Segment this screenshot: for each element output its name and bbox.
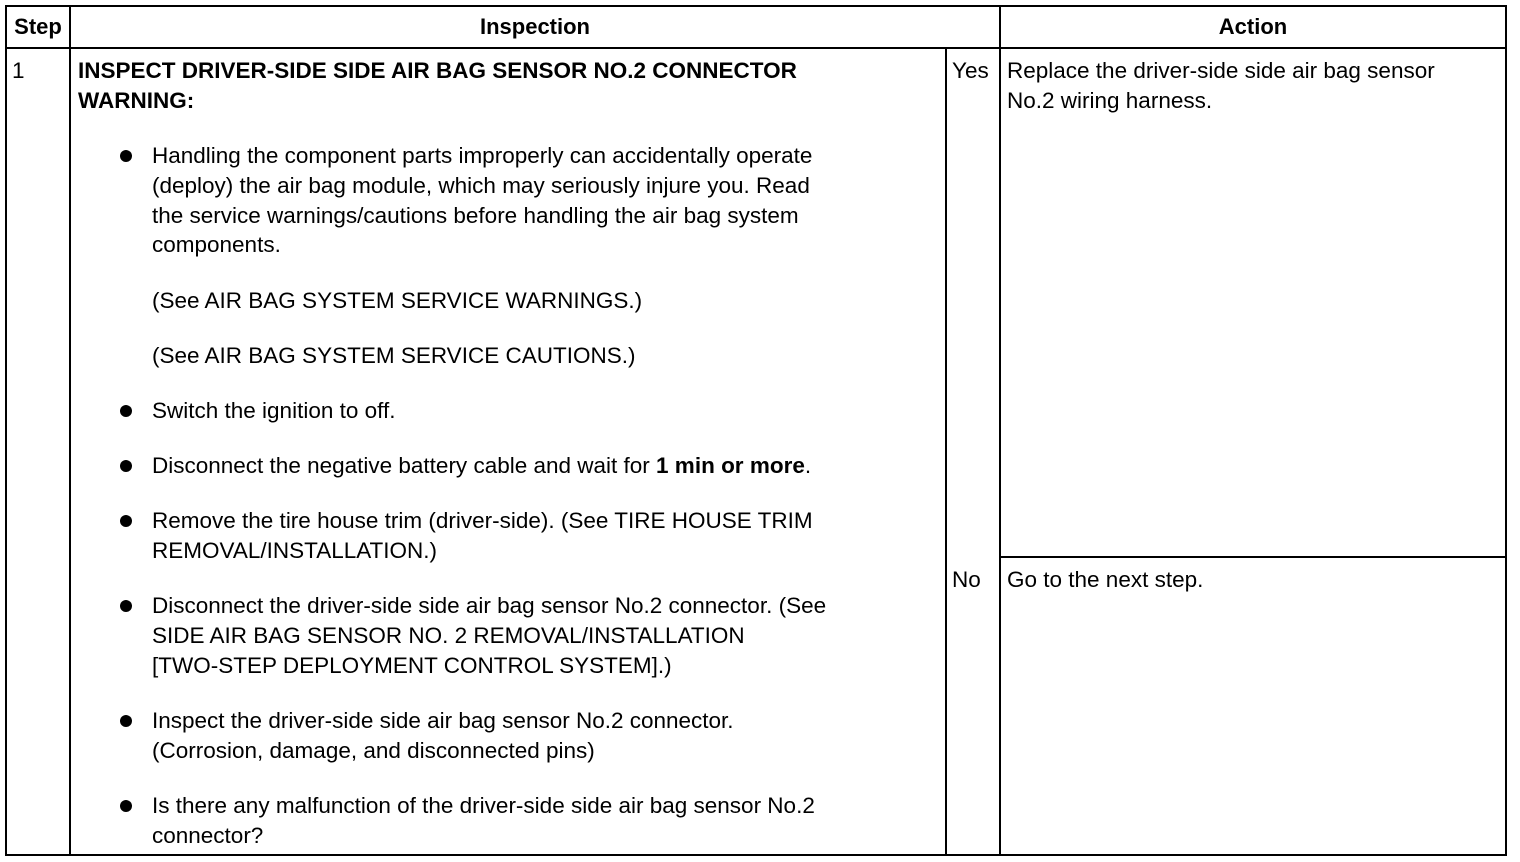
header-step: Step xyxy=(14,14,62,39)
bullet-dot xyxy=(120,460,132,472)
bullet-remove-trim-line2: REMOVAL/INSTALLATION.) xyxy=(152,538,438,563)
ref-service-cautions: (See AIR BAG SYSTEM SERVICE CAUTIONS.) xyxy=(152,343,636,368)
ref-service-warnings: (See AIR BAG SYSTEM SERVICE WARNINGS.) xyxy=(152,288,643,313)
battery-wait-time: 1 min or more xyxy=(656,453,805,478)
step-number: 1 xyxy=(12,58,25,83)
bullet-dot xyxy=(120,150,132,162)
bullet-dot xyxy=(120,600,132,612)
inspection-title: INSPECT DRIVER-SIDE SIDE AIR BAG SENSOR NO.2 CONNECTOR xyxy=(78,58,797,83)
action-yes-line2: No.2 wiring harness. xyxy=(1007,88,1213,113)
bullet-handling-warning-line1: Handling the component parts improperly can accidentally operate xyxy=(152,143,813,168)
bullet-remove-trim-line1: Remove the tire house trim (driver-side). (See TIRE HOUSE TRIM xyxy=(152,508,813,533)
battery-period: . xyxy=(804,453,812,478)
bullet-handling-warning-line2: (deploy) the air bag module, which may seriously injure you. Read xyxy=(152,173,810,198)
bullet-malfunction-question-line1: Is there any malfunction of the driver-side side air bag sensor No.2 xyxy=(152,793,815,818)
bullet-ignition-off: Switch the ignition to off. xyxy=(152,398,396,423)
bullet-dot xyxy=(120,515,132,527)
bullet-dot xyxy=(120,405,132,417)
bullet-inspect-connector-line1: Inspect the driver-side side air bag sensor No.2 connector. xyxy=(152,708,734,733)
action-yes-line1: Replace the driver-side side air bag sensor xyxy=(1007,58,1435,83)
header-action: Action xyxy=(1218,14,1288,39)
col-divider-step xyxy=(69,5,71,856)
header-inspection: Inspection xyxy=(479,14,590,39)
battery-text: Disconnect the negative battery cable and wait for xyxy=(152,453,657,478)
bullet-dot xyxy=(120,715,132,727)
bullet-disconnect-sensor-line3: [TWO-STEP DEPLOYMENT CONTROL SYSTEM].) xyxy=(152,653,672,678)
answer-yes: Yes xyxy=(952,58,989,83)
bullet-dot xyxy=(120,800,132,812)
bullet-disconnect-battery xyxy=(152,451,811,481)
col-divider-answer xyxy=(945,48,947,856)
bullet-disconnect-sensor-line2: SIDE AIR BAG SENSOR NO. 2 REMOVAL/INSTALLATION xyxy=(152,623,745,648)
header-divider xyxy=(5,47,1507,49)
warning-label: WARNING: xyxy=(78,88,195,113)
bullet-inspect-connector-line2: (Corrosion, damage, and disconnected pins) xyxy=(152,738,595,763)
bullet-handling-warning-line3: the service warnings/cautions before handling the air bag system xyxy=(152,203,799,228)
action-no: Go to the next step. xyxy=(1007,567,1204,592)
yes-no-divider xyxy=(999,556,1507,558)
bullet-handling-warning-line4: components. xyxy=(152,232,281,257)
bullet-malfunction-question-line2: connector? xyxy=(152,823,264,848)
answer-no: No xyxy=(952,567,981,592)
col-divider-action xyxy=(999,5,1001,856)
bullet-disconnect-sensor-line1: Disconnect the driver-side side air bag sensor No.2 connector. (See xyxy=(152,593,827,618)
